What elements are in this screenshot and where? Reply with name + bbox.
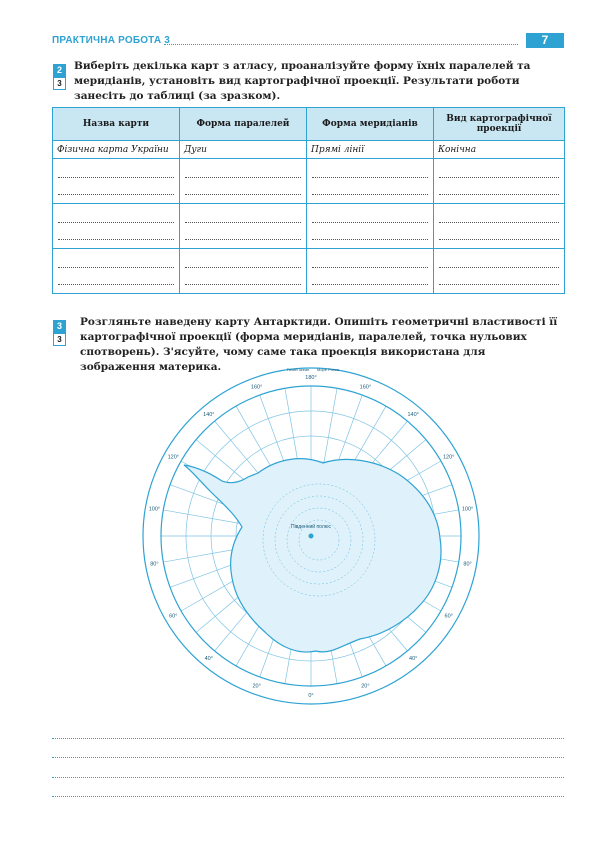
results-table xyxy=(52,107,565,294)
table-blank-cell[interactable] xyxy=(307,204,434,249)
table-header-cell: Вид картографічної проекції xyxy=(434,108,565,141)
antarctica-landmass xyxy=(184,459,441,652)
longitude-label: 160° xyxy=(359,384,372,391)
longitude-label: 100° xyxy=(148,506,161,513)
table-header-row xyxy=(53,108,565,141)
answer-line[interactable] xyxy=(52,777,564,778)
page-number: 7 xyxy=(526,33,564,48)
longitude-label: 140° xyxy=(203,412,215,419)
table-cell: Прямі лінії xyxy=(307,141,434,159)
table-header-cell: Назва карти xyxy=(53,108,180,141)
table-row xyxy=(53,204,565,249)
table-blank-cell[interactable] xyxy=(434,204,565,249)
table-blank-cell[interactable] xyxy=(180,159,307,204)
longitude-label: 80° xyxy=(150,561,159,568)
longitude-label: 140° xyxy=(407,412,419,419)
task3-number: 3 xyxy=(53,320,66,333)
longitude-label: 80° xyxy=(463,561,472,568)
task3-points: 3 xyxy=(53,333,66,346)
table-row xyxy=(53,159,565,204)
south-pole-marker xyxy=(309,534,314,539)
longitude-label: 120° xyxy=(443,454,455,461)
longitude-label: 40° xyxy=(204,655,213,662)
table-cell: Дуги xyxy=(180,141,307,159)
south-pole-label: Південний полюс xyxy=(290,524,332,530)
map-top-label: Тихий океан xyxy=(286,367,310,372)
table-blank-cell[interactable] xyxy=(180,249,307,294)
answer-line[interactable] xyxy=(52,796,564,797)
task2-badge xyxy=(53,64,66,90)
table-header-cell: Форма паралелей xyxy=(180,108,307,141)
table-blank-cell[interactable] xyxy=(53,204,180,249)
task3-badge xyxy=(53,320,66,346)
antarctica-map-svg xyxy=(138,363,484,709)
longitude-label: 100° xyxy=(461,506,474,513)
table-blank-cell[interactable] xyxy=(434,159,565,204)
table-blank-cell[interactable] xyxy=(307,159,434,204)
table-header-cell: Форма меридіанів xyxy=(307,108,434,141)
table-row xyxy=(53,249,565,294)
table-sample-row xyxy=(53,141,565,159)
longitude-label: 0° xyxy=(308,693,314,699)
table-cell: Фізична карта України xyxy=(53,141,180,159)
page-header xyxy=(52,33,564,49)
answer-line[interactable] xyxy=(52,757,564,758)
task2-number: 2 xyxy=(53,64,66,77)
longitude-label: 20° xyxy=(252,683,261,690)
table-blank-cell[interactable] xyxy=(53,159,180,204)
table-blank-cell[interactable] xyxy=(180,204,307,249)
antarctica-map xyxy=(138,363,484,709)
longitude-label: 20° xyxy=(361,683,370,690)
header-title: ПРАКТИЧНА РОБОТА 3 xyxy=(52,35,171,46)
longitude-label: 160° xyxy=(250,384,263,391)
table-cell: Конічна xyxy=(434,141,565,159)
longitude-label: 180° xyxy=(305,375,317,381)
table-blank-cell[interactable] xyxy=(434,249,565,294)
longitude-label: 120° xyxy=(167,454,179,461)
answer-line[interactable] xyxy=(52,738,564,739)
table-blank-cell[interactable] xyxy=(53,249,180,294)
table-blank-cell[interactable] xyxy=(307,249,434,294)
task2-text: Виберіть декілька карт з атласу, проаналізуйте форму їхніх паралелей та меридіанів, установіть вид картографічної проекції. Результати роботи занесіть до таблиці (за зразком). xyxy=(74,60,531,102)
header-divider xyxy=(164,44,518,45)
task3-text: Розгляньте наведену карту Антарктиди. Опишіть геометричні властивості її картографічної проекції (форма меридіанів, паралелей, точка нульових спотворень). З'ясуйте, чому саме така проекція використана для зображення материка. xyxy=(80,316,558,373)
longitude-label: 60° xyxy=(444,613,453,620)
longitude-label: 60° xyxy=(169,613,178,620)
task2-points: 3 xyxy=(53,77,66,90)
longitude-label: 40° xyxy=(409,655,418,662)
map-top-label: Море Росса xyxy=(316,367,340,372)
